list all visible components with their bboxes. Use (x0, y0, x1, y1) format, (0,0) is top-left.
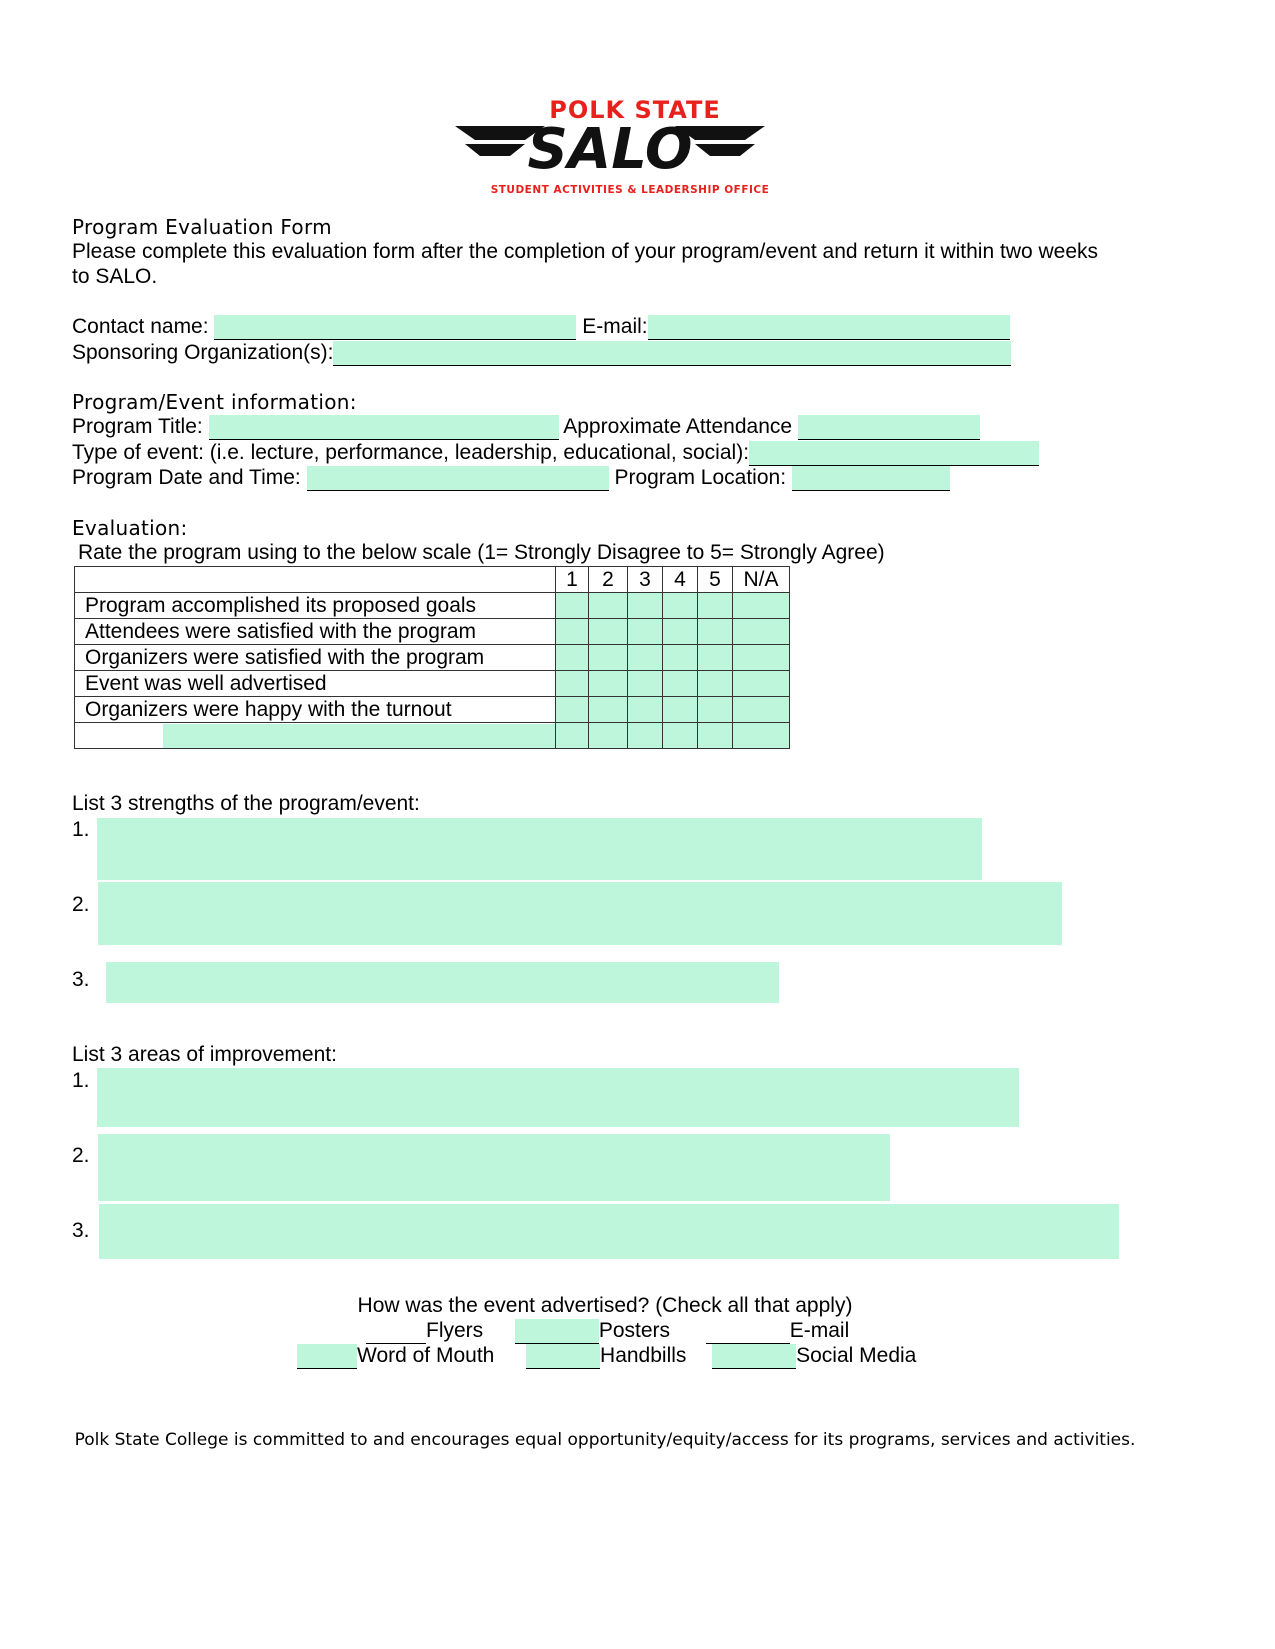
rating-cell[interactable] (628, 645, 663, 671)
event-type-label: Type of event: (i.e. lecture, performance, leadership, educational, social): (72, 441, 750, 464)
rating-cell[interactable] (628, 619, 663, 645)
event-type-field[interactable] (749, 441, 1039, 466)
email-field[interactable] (648, 315, 1010, 340)
improvement-number: 2. (72, 1144, 90, 1167)
rating-cell[interactable] (663, 593, 698, 619)
rating-cell[interactable] (733, 697, 790, 723)
rating-row (75, 593, 790, 619)
improvement-3-field[interactable] (99, 1204, 1119, 1259)
strength-number: 3. (72, 968, 90, 991)
rating-cell[interactable] (663, 697, 698, 723)
rating-cell[interactable] (589, 619, 628, 645)
rating-row-label: Organizers were satisfied with the program (75, 645, 556, 671)
rating-row (75, 671, 790, 697)
improvement-number: 1. (72, 1069, 90, 1092)
rating-cell[interactable] (733, 671, 790, 697)
word-of-mouth-checkbox[interactable] (297, 1344, 357, 1369)
logo-main-text: SALO (527, 118, 693, 178)
handbills-checkbox[interactable] (526, 1344, 600, 1369)
flyers-label: Flyers (426, 1319, 484, 1342)
rating-cell[interactable] (698, 723, 733, 749)
rating-row-label: Organizers were happy with the turnout (75, 697, 556, 723)
social-media-checkbox[interactable] (712, 1344, 796, 1369)
rating-cell[interactable] (556, 671, 589, 697)
rating-row-custom (75, 723, 790, 749)
rating-cell[interactable] (556, 593, 589, 619)
rating-cell[interactable] (663, 645, 698, 671)
contact-name-label: Contact name: (72, 315, 209, 338)
col-header: 2 (589, 567, 628, 593)
custom-criterion-field[interactable] (163, 724, 555, 748)
advertising-question: How was the event advertised? (Check all that apply) (357, 1294, 853, 1317)
rating-cell[interactable] (733, 593, 790, 619)
rating-cell[interactable] (733, 619, 790, 645)
rating-cell[interactable] (628, 593, 663, 619)
date-time-field[interactable] (307, 466, 609, 491)
advertising-row-1 (366, 1318, 849, 1344)
rating-cell[interactable] (663, 619, 698, 645)
logo-subtitle: STUDENT ACTIVITIES & LEADERSHIP OFFICE (490, 184, 770, 196)
rating-row (75, 697, 790, 723)
rating-cell[interactable] (556, 697, 589, 723)
program-info-heading: Program/Event information: (72, 390, 357, 414)
rating-row-label: Program accomplished its proposed goals (75, 593, 556, 619)
rating-cell[interactable] (733, 723, 790, 749)
email-option-label: E-mail (789, 1319, 850, 1342)
rating-header-blank (75, 567, 556, 593)
rating-cell[interactable] (556, 723, 589, 749)
improvement-number: 3. (72, 1219, 90, 1242)
attendance-label: Approximate Attendance (563, 415, 793, 438)
rating-cell[interactable] (628, 671, 663, 697)
footer-text: Polk State College is committed to and encourages equal opportunity/equity/access for its programs, services and activities. (74, 1430, 1136, 1450)
rating-cell[interactable] (589, 645, 628, 671)
custom-criterion-cell (75, 723, 556, 749)
rating-header-row (75, 567, 790, 593)
handbills-label: Handbills (600, 1344, 687, 1367)
improvements-heading: List 3 areas of improvement: (72, 1043, 337, 1066)
rating-cell[interactable] (589, 697, 628, 723)
col-header: N/A (733, 567, 790, 593)
rating-row (75, 619, 790, 645)
contact-name-field[interactable] (214, 315, 576, 340)
rating-table (74, 566, 790, 749)
program-title-field[interactable] (209, 415, 559, 440)
program-title-label: Program Title: (72, 415, 203, 438)
strength-2-field[interactable] (98, 882, 1062, 945)
event-type-row (72, 440, 1039, 466)
rating-cell[interactable] (556, 619, 589, 645)
rating-cell[interactable] (663, 671, 698, 697)
rating-cell[interactable] (733, 645, 790, 671)
sponsoring-field[interactable] (333, 341, 1011, 366)
posters-label: Posters (598, 1319, 671, 1342)
rating-cell[interactable] (663, 723, 698, 749)
rating-cell[interactable] (698, 697, 733, 723)
date-location-row (72, 465, 950, 491)
rating-row-label: Attendees were satisfied with the program (75, 619, 556, 645)
logo-top-text: POLK STATE (549, 96, 721, 124)
salo-logo (455, 118, 765, 178)
social-media-label: Social Media (796, 1344, 917, 1367)
advertising-row-2 (297, 1343, 916, 1369)
email-label: E-mail: (582, 315, 648, 338)
col-header: 3 (628, 567, 663, 593)
strength-3-field[interactable] (106, 962, 779, 1003)
sponsoring-row (72, 340, 1011, 366)
rating-row (75, 645, 790, 671)
strengths-heading: List 3 strengths of the program/event: (72, 792, 420, 815)
contact-name-row (72, 314, 1010, 340)
rating-cell[interactable] (698, 671, 733, 697)
rating-row-label: Event was well advertised (75, 671, 556, 697)
col-header: 4 (663, 567, 698, 593)
improvement-2-field[interactable] (98, 1134, 890, 1201)
rating-cell[interactable] (556, 645, 589, 671)
rating-cell[interactable] (589, 671, 628, 697)
instructions-line2: to SALO. (72, 265, 158, 288)
scale-text: Rate the program using to the below scale (1= Strongly Disagree to 5= Strongly Agree) (78, 541, 885, 564)
instructions-line1: Please complete this evaluation form after the completion of your program/event and return it within two weeks (72, 240, 1099, 263)
rating-cell[interactable] (628, 723, 663, 749)
evaluation-heading: Evaluation: (72, 516, 188, 540)
col-header: 5 (698, 567, 733, 593)
strength-number: 2. (72, 893, 90, 916)
posters-checkbox[interactable] (515, 1319, 599, 1344)
location-field[interactable] (792, 466, 950, 491)
date-time-label: Program Date and Time: (72, 466, 301, 489)
sponsoring-label: Sponsoring Organization(s): (72, 341, 334, 364)
word-of-mouth-label: Word of Mouth (357, 1344, 495, 1367)
rating-cell[interactable] (628, 697, 663, 723)
attendance-field[interactable] (798, 415, 980, 440)
form-title: Program Evaluation Form (72, 215, 332, 239)
rating-cell[interactable] (698, 645, 733, 671)
strength-number: 1. (72, 818, 90, 841)
program-title-row (72, 414, 980, 440)
flyers-checkbox[interactable] (366, 1319, 426, 1344)
rating-cell[interactable] (698, 619, 733, 645)
email-checkbox[interactable] (706, 1319, 790, 1344)
rating-cell[interactable] (589, 593, 628, 619)
location-label: Program Location: (614, 466, 787, 489)
strength-1-field[interactable] (97, 818, 982, 880)
col-header: 1 (556, 567, 589, 593)
rating-cell[interactable] (589, 723, 628, 749)
rating-cell[interactable] (698, 593, 733, 619)
improvement-1-field[interactable] (97, 1068, 1019, 1127)
